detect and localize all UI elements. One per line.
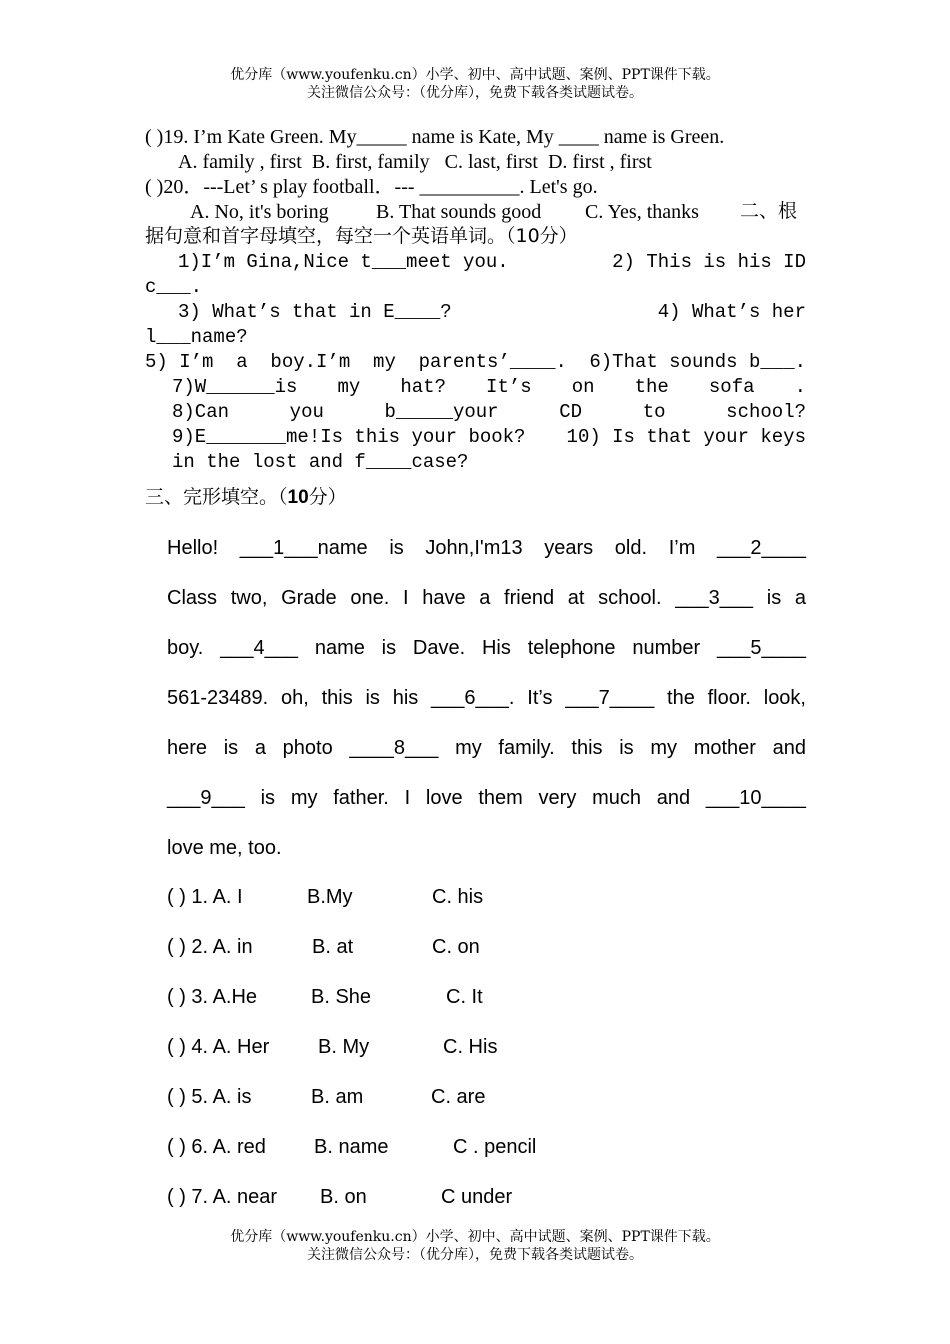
choice-b: B. am bbox=[311, 1086, 364, 1108]
passage-line-5: here is a photo ____8___ my family. this is my mother and bbox=[167, 737, 806, 759]
page-footer bbox=[0, 1228, 950, 1264]
fill-item-8: 8)Can you b_____your CD to school? bbox=[172, 401, 806, 423]
choice-a: ( ) 2. A. in bbox=[167, 936, 253, 958]
choice-b: B. at bbox=[312, 936, 354, 958]
choice-b: B. My bbox=[318, 1036, 370, 1058]
header-line-2: 关注微信公众号：（优分库），免费下载各类试题试卷。 bbox=[307, 85, 643, 101]
choice-a: ( ) 7. A. near bbox=[167, 1186, 278, 1208]
choice-b: B.My bbox=[307, 886, 353, 908]
question-19-stem: ( )19. I’m Kate Green. My_____ name is Kate, My ____ name is Green. bbox=[145, 126, 725, 148]
section-2-title: 据句意和首字母填空，每空一个英语单词。（10分） bbox=[145, 225, 578, 247]
question-20-stem: ( )20．---Let’ s play football．--- __________. Let's go. bbox=[145, 176, 598, 198]
footer-line-2: 关注微信公众号：（优分库），免费下载各类试题试卷。 bbox=[307, 1247, 643, 1263]
choice-a: ( ) 5. A. is bbox=[167, 1086, 252, 1108]
choice-c: C. It bbox=[446, 986, 483, 1008]
section-2-title-start: 二、根 bbox=[740, 200, 798, 222]
passage-line-7: love me, too. bbox=[167, 837, 282, 859]
fill-item-4-cont: l___name? bbox=[145, 326, 248, 348]
choice-b: B. on bbox=[320, 1186, 367, 1208]
fill-item-10-cont: in the lost and f____case? bbox=[172, 451, 469, 473]
choice-a: ( ) 1. A. I bbox=[167, 886, 243, 908]
fill-item-1: 1)I’m Gina,Nice t___meet you. bbox=[178, 251, 509, 273]
choice-c: C. His bbox=[443, 1036, 498, 1058]
footer-line-1: 优分库（www.youfenku.cn）小学、初中、高中试题、案例、PPT课件下载。 bbox=[230, 1229, 720, 1245]
question-20-option-a: A. No, it's boring bbox=[190, 201, 329, 223]
choice-c: C. his bbox=[432, 886, 484, 908]
fill-item-10: 10) Is that your keys bbox=[566, 426, 806, 448]
choice-c: C. on bbox=[432, 936, 480, 958]
page-header bbox=[0, 66, 950, 102]
question-19-options: A. family , first B. first, family C. last, first D. first , first bbox=[178, 151, 652, 173]
fill-item-9: 9)E_______me!Is this your book? bbox=[172, 426, 526, 448]
choice-b: B. name bbox=[314, 1136, 389, 1158]
fill-item-5: 5) I’m a boy.I’m my parents’____. bbox=[145, 351, 567, 373]
question-20-option-c: C. Yes, thanks bbox=[585, 201, 699, 223]
section-3-title-text: 三、完形填空。（ bbox=[145, 486, 288, 508]
passage-line-6: ___9___ is my father. I love them very much and ___10____ bbox=[167, 787, 806, 809]
passage-line-4: 561-23489. oh, this is his ___6___. It’s ___7____ the floor. look, bbox=[167, 687, 806, 709]
fill-item-4: 4) What’s her bbox=[657, 301, 806, 323]
choice-a: ( ) 4. A. Her bbox=[167, 1036, 270, 1058]
choice-c: C. are bbox=[431, 1086, 486, 1108]
fill-item-7: 7)W______is my hat? It’s on the sofa . bbox=[172, 376, 806, 398]
section-3-title bbox=[145, 484, 347, 511]
passage-line-2: Class two, Grade one. I have a friend at school. ___3___ is a bbox=[167, 587, 806, 609]
passage-line-1: Hello! ___1___name is John,I'm13 years old. I’m ___2____ bbox=[167, 537, 806, 559]
fill-item-2-cont: c___. bbox=[145, 276, 203, 298]
passage-line-3: boy. ___4___ name is Dave. His telephone number ___5____ bbox=[167, 637, 806, 659]
fill-item-6: 6)That sounds b___. bbox=[589, 351, 806, 373]
section-3-points: 10 bbox=[287, 487, 309, 508]
fill-item-3: 3) What’s that in E____? bbox=[178, 301, 452, 323]
choice-a: ( ) 6. A. red bbox=[167, 1136, 266, 1158]
choice-c: C . pencil bbox=[453, 1136, 537, 1158]
choice-b: B. She bbox=[311, 986, 372, 1008]
section-3-title-end: 分） bbox=[308, 486, 347, 508]
question-20-option-b: B. That sounds good bbox=[376, 201, 542, 223]
choice-c: C under bbox=[441, 1186, 513, 1208]
header-line-1: 优分库（www.youfenku.cn）小学、初中、高中试题、案例、PPT课件下载。 bbox=[230, 67, 720, 83]
choice-a: ( ) 3. A.He bbox=[167, 986, 258, 1008]
fill-item-2: 2) This is his ID bbox=[612, 251, 806, 273]
